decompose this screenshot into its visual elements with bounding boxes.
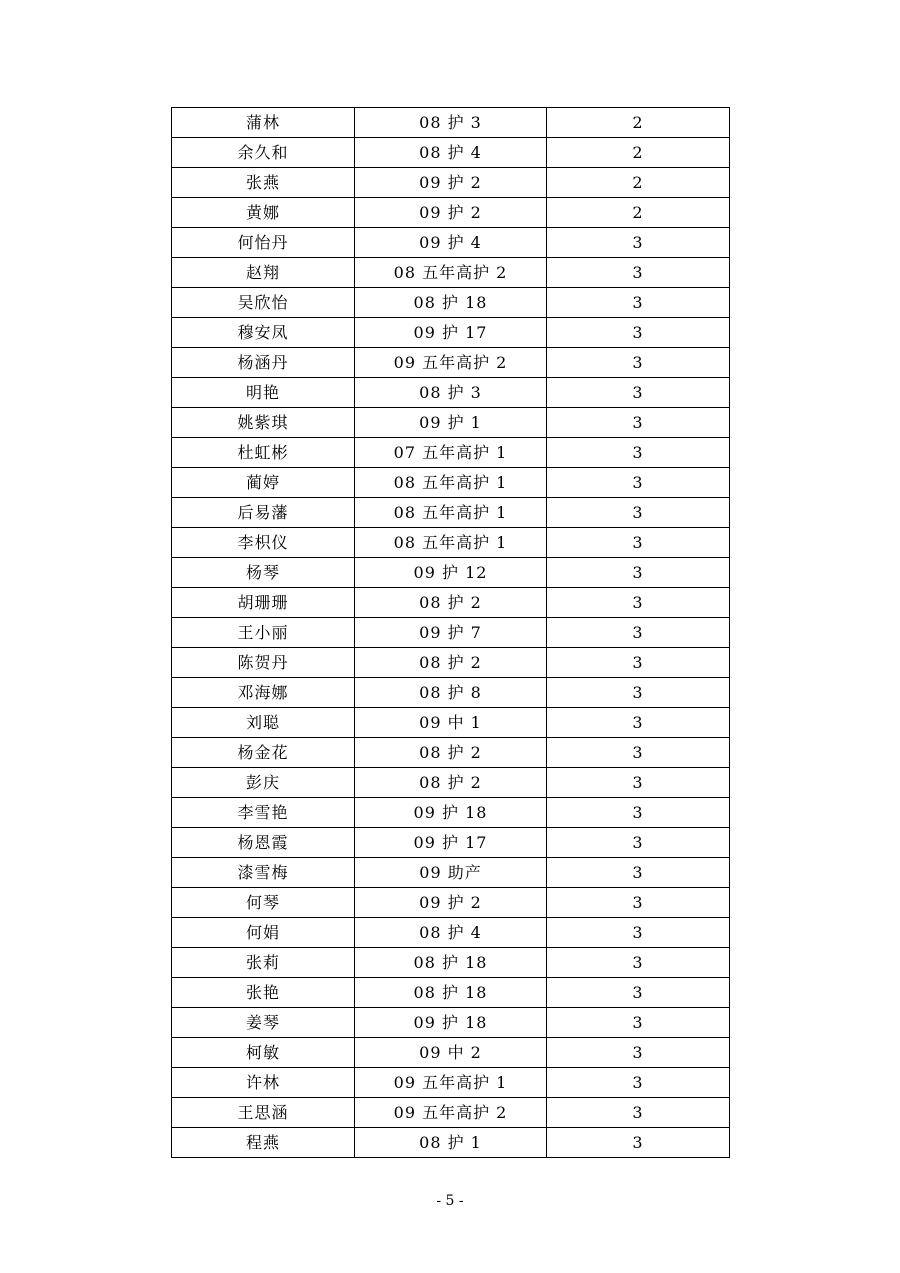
table-row <box>172 438 730 468</box>
class-cell: 08 五年高护 1 <box>355 468 547 498</box>
table-row <box>172 1098 730 1128</box>
class-cell: 08 五年高护 2 <box>355 258 547 288</box>
table-row <box>172 1128 730 1158</box>
value-cell: 3 <box>547 888 730 918</box>
table-row <box>172 408 730 438</box>
table-row <box>172 108 730 138</box>
table-row <box>172 498 730 528</box>
student-name-cell: 杨琴 <box>172 558 355 588</box>
student-name-cell: 许林 <box>172 1068 355 1098</box>
student-name-cell: 李枳仪 <box>172 528 355 558</box>
value-cell: 3 <box>547 348 730 378</box>
student-name-cell: 姚紫琪 <box>172 408 355 438</box>
value-cell: 3 <box>547 498 730 528</box>
class-cell: 08 护 3 <box>355 378 547 408</box>
class-cell: 09 护 18 <box>355 798 547 828</box>
class-cell: 08 护 2 <box>355 738 547 768</box>
class-cell: 09 助产 <box>355 858 547 888</box>
table-row <box>172 648 730 678</box>
value-cell: 3 <box>547 618 730 648</box>
table-row <box>172 258 730 288</box>
value-cell: 3 <box>547 768 730 798</box>
class-cell: 09 护 12 <box>355 558 547 588</box>
student-name-cell: 杜虹彬 <box>172 438 355 468</box>
value-cell: 3 <box>547 318 730 348</box>
value-cell: 3 <box>547 918 730 948</box>
student-name-cell: 明艳 <box>172 378 355 408</box>
value-cell: 3 <box>547 288 730 318</box>
class-cell: 08 五年高护 1 <box>355 528 547 558</box>
table-row <box>172 618 730 648</box>
value-cell: 3 <box>547 1038 730 1068</box>
class-cell: 08 护 1 <box>355 1128 547 1158</box>
table-row <box>172 228 730 258</box>
student-name-cell: 蒲林 <box>172 108 355 138</box>
value-cell: 3 <box>547 828 730 858</box>
value-cell: 3 <box>547 798 730 828</box>
class-cell: 09 护 17 <box>355 318 547 348</box>
table-row <box>172 558 730 588</box>
class-cell: 09 护 17 <box>355 828 547 858</box>
table-row <box>172 1068 730 1098</box>
table-row <box>172 138 730 168</box>
student-name-cell: 杨涵丹 <box>172 348 355 378</box>
class-cell: 09 护 2 <box>355 168 547 198</box>
student-name-cell: 何娟 <box>172 918 355 948</box>
value-cell: 3 <box>547 258 730 288</box>
class-cell: 09 护 2 <box>355 198 547 228</box>
table-row <box>172 708 730 738</box>
class-cell: 08 护 2 <box>355 768 547 798</box>
class-cell: 09 护 1 <box>355 408 547 438</box>
class-cell: 09 护 4 <box>355 228 547 258</box>
student-name-cell: 柯敏 <box>172 1038 355 1068</box>
student-name-cell: 蔺婷 <box>172 468 355 498</box>
class-cell: 08 护 8 <box>355 678 547 708</box>
student-name-cell: 何怡丹 <box>172 228 355 258</box>
value-cell: 3 <box>547 648 730 678</box>
class-cell: 08 护 18 <box>355 288 547 318</box>
student-name-cell: 穆安凤 <box>172 318 355 348</box>
class-cell: 09 护 2 <box>355 888 547 918</box>
student-name-cell: 王思涵 <box>172 1098 355 1128</box>
class-cell: 08 五年高护 1 <box>355 498 547 528</box>
table-row <box>172 1008 730 1038</box>
class-cell: 09 五年高护 2 <box>355 348 547 378</box>
class-cell: 08 护 2 <box>355 588 547 618</box>
value-cell: 3 <box>547 1098 730 1128</box>
table-row <box>172 888 730 918</box>
class-cell: 08 护 2 <box>355 648 547 678</box>
value-cell: 3 <box>547 438 730 468</box>
student-name-cell: 张燕 <box>172 168 355 198</box>
value-cell: 3 <box>547 378 730 408</box>
student-name-cell: 杨恩霞 <box>172 828 355 858</box>
table-row <box>172 1038 730 1068</box>
table-row <box>172 468 730 498</box>
student-name-cell: 彭庆 <box>172 768 355 798</box>
student-name-cell: 余久和 <box>172 138 355 168</box>
table-row <box>172 738 730 768</box>
student-name-cell: 邓海娜 <box>172 678 355 708</box>
table-row <box>172 678 730 708</box>
class-cell: 08 护 18 <box>355 948 547 978</box>
student-name-cell: 漆雪梅 <box>172 858 355 888</box>
value-cell: 3 <box>547 408 730 438</box>
student-table <box>171 107 730 1158</box>
value-cell: 3 <box>547 588 730 618</box>
student-name-cell: 吴欣怡 <box>172 288 355 318</box>
class-cell: 08 护 3 <box>355 108 547 138</box>
table-row <box>172 858 730 888</box>
class-cell: 09 护 18 <box>355 1008 547 1038</box>
value-cell: 2 <box>547 108 730 138</box>
table-row <box>172 798 730 828</box>
class-cell: 08 护 18 <box>355 978 547 1008</box>
class-cell: 09 护 7 <box>355 618 547 648</box>
value-cell: 3 <box>547 468 730 498</box>
value-cell: 3 <box>547 1068 730 1098</box>
table-row <box>172 588 730 618</box>
table-body <box>172 108 730 1158</box>
student-name-cell: 黄娜 <box>172 198 355 228</box>
student-name-cell: 程燕 <box>172 1128 355 1158</box>
student-name-cell: 王小丽 <box>172 618 355 648</box>
table-row <box>172 948 730 978</box>
table-row <box>172 978 730 1008</box>
table-row <box>172 828 730 858</box>
class-cell: 09 五年高护 1 <box>355 1068 547 1098</box>
table-row <box>172 318 730 348</box>
value-cell: 3 <box>547 558 730 588</box>
table-row <box>172 768 730 798</box>
student-name-cell: 胡珊珊 <box>172 588 355 618</box>
class-cell: 09 五年高护 2 <box>355 1098 547 1128</box>
value-cell: 3 <box>547 948 730 978</box>
table-row <box>172 528 730 558</box>
value-cell: 3 <box>547 1008 730 1038</box>
student-name-cell: 赵翔 <box>172 258 355 288</box>
class-cell: 08 护 4 <box>355 918 547 948</box>
value-cell: 3 <box>547 528 730 558</box>
table-row <box>172 288 730 318</box>
value-cell: 3 <box>547 228 730 258</box>
table-row <box>172 378 730 408</box>
value-cell: 3 <box>547 858 730 888</box>
student-name-cell: 陈贺丹 <box>172 648 355 678</box>
value-cell: 3 <box>547 678 730 708</box>
table-row <box>172 348 730 378</box>
value-cell: 2 <box>547 138 730 168</box>
student-name-cell: 刘聪 <box>172 708 355 738</box>
student-name-cell: 杨金花 <box>172 738 355 768</box>
class-cell: 07 五年高护 1 <box>355 438 547 468</box>
student-name-cell: 何琴 <box>172 888 355 918</box>
class-cell: 09 中 1 <box>355 708 547 738</box>
class-cell: 09 中 2 <box>355 1038 547 1068</box>
value-cell: 2 <box>547 198 730 228</box>
student-name-cell: 后易藩 <box>172 498 355 528</box>
student-name-cell: 姜琴 <box>172 1008 355 1038</box>
value-cell: 2 <box>547 168 730 198</box>
table-row <box>172 198 730 228</box>
student-name-cell: 李雪艳 <box>172 798 355 828</box>
student-name-cell: 张艳 <box>172 978 355 1008</box>
value-cell: 3 <box>547 1128 730 1158</box>
value-cell: 3 <box>547 708 730 738</box>
class-cell: 08 护 4 <box>355 138 547 168</box>
table-row <box>172 168 730 198</box>
student-name-cell: 张莉 <box>172 948 355 978</box>
table-row <box>172 918 730 948</box>
value-cell: 3 <box>547 978 730 1008</box>
page-number: - 5 - <box>436 1193 464 1209</box>
value-cell: 3 <box>547 738 730 768</box>
